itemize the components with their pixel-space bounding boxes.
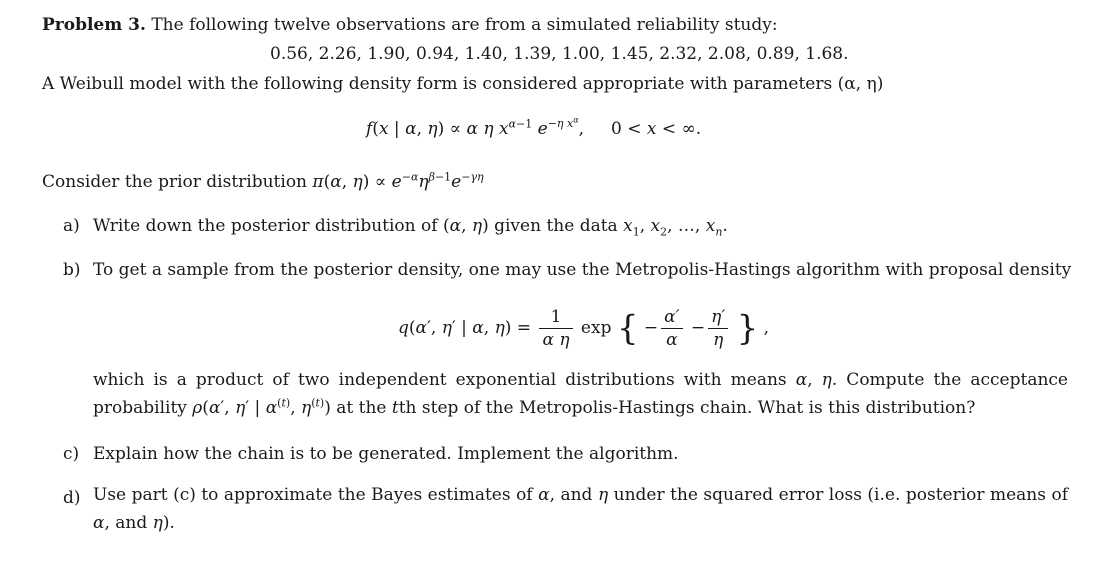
part-d-text: Use part (c) to approximate the Bayes estimates of α, and η under the squared error loss (i.e. posterior means of α, and η). xyxy=(93,485,1068,533)
part-a-label: a) xyxy=(63,216,80,236)
part-b-text: To get a sample from the posterior density, one may use the Metropolis-Hastings algorithm with proposal density xyxy=(93,260,1072,280)
model-description: A Weibull model with the following density form is considered appropriate with parameters (α, η) xyxy=(42,74,884,94)
density-formula: f(x | α, η) ∝ α η $x^{\alpha-1}$ $e^{-\eta x^\alpha}$, 0 < x < ∞. xyxy=(366,115,702,139)
problem-heading: Problem 3. xyxy=(42,15,146,35)
part-a-text: Write down the posterior distribution of (α, η) given the data $x_1$, $x_2$, …, $x_n$. xyxy=(93,216,728,239)
proposal-formula: q(α′, η′ | α, η) = $\frac{1}{\text{α η}}$ exp { − $\frac{\alpha'}{\alpha}$ − $\frac{\eta'}{\eta}$ } , xyxy=(398,307,770,350)
observations: 0.56, 2.26, 1.90, 0.94, 1.40, 1.39, 1.00, 1.45, 2.32, 2.08, 0.89, 1.68. xyxy=(270,44,849,64)
problem-intro: The following twelve observations are from a simulated reliability study: xyxy=(151,15,778,35)
fraction-one-over-alpha-eta: $\frac{1}{\text{α η}}$ xyxy=(539,307,572,350)
part-b-label: b) xyxy=(63,260,81,280)
part-c-text: Explain how the chain is to be generated. Implement the algorithm. xyxy=(93,444,679,464)
part-c-label: c) xyxy=(63,444,80,464)
problem-intro-line xyxy=(42,14,778,36)
part-b-continuation: which is a product of two independent exponential distributions with means α, η. Compute the acceptance probability ρ(α′, η′ | $\alpha^{(t)}$, $\eta^{(t)}$) at the tth step of the Metropolis-Hastings chain. What is this distribution? xyxy=(93,370,1068,418)
part-d-label: d) xyxy=(63,488,81,508)
prior-statement: Consider the prior distribution π(α, $\eta) \propto e^{-\alpha}\eta^{\beta-1}e^{-\gamma\eta}$ xyxy=(42,170,484,192)
